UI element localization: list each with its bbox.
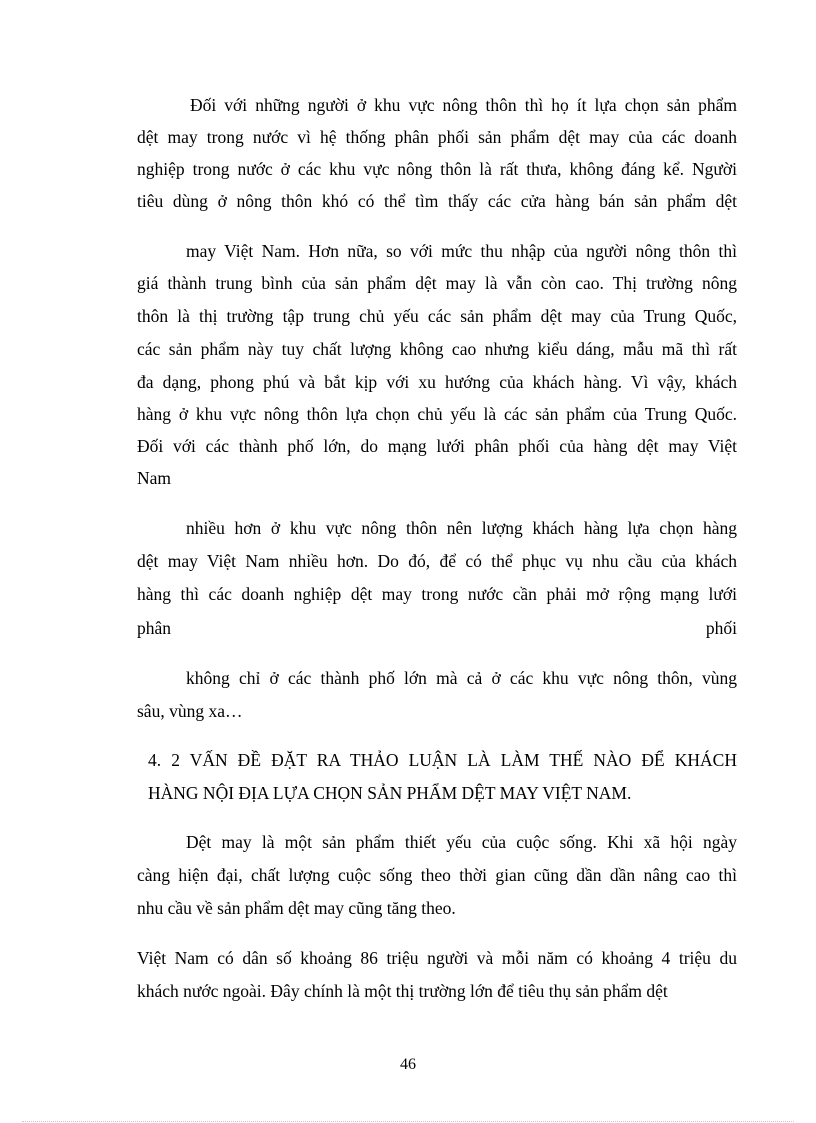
text-line: Đối với các thành phố lớn, do mạng lưới phân phối của hàng dệt may Việt bbox=[137, 436, 737, 456]
heading-line: 4. 2 VẤN ĐỀ ĐẶT RA THẢO LUẬN LÀ LÀM THẾ NÀO ĐỂ KHÁCH bbox=[148, 750, 737, 770]
text-line: hàng ở khu vực nông thôn lựa chọn chủ yếu là các sản phẩm của Trung Quốc. bbox=[137, 404, 737, 424]
text-line: may Việt Nam. Hơn nữa, so với mức thu nhập của người nông thôn thì bbox=[186, 241, 737, 261]
text-line: không chỉ ở các thành phố lớn mà cả ở các khu vực nông thôn, vùng bbox=[186, 668, 737, 688]
heading-line: HÀNG NỘI ĐỊA LỰA CHỌN SẢN PHẨM DỆT MAY VIỆT NAM. bbox=[148, 783, 632, 803]
text-line: nhiều hơn ở khu vực nông thôn nên lượng khách hàng lựa chọn hàng bbox=[186, 518, 737, 538]
text-line: giá thành trung bình của sản phẩm dệt may là vẫn còn cao. Thị trường nông bbox=[137, 273, 737, 293]
text-line: dệt may Việt Nam nhiều hơn. Do đó, để có thể phục vụ nhu cầu của khách bbox=[137, 551, 737, 571]
text-line: nghiệp trong nước ở các khu vực nông thôn là rất thưa, không đáng kể. Người bbox=[137, 159, 737, 179]
page-bottom-divider bbox=[22, 1121, 794, 1122]
text-line: hàng thì các doanh nghiệp dệt may trong nước cần phải mở rộng mạng lưới bbox=[137, 584, 737, 604]
text-line: Nam bbox=[137, 468, 172, 488]
text-line: thôn là thị trường tập trung chủ yếu các sản phẩm dệt may của Trung Quốc, bbox=[137, 306, 737, 326]
text-line: sâu, vùng xa… bbox=[137, 701, 243, 721]
text-line: Đối với những người ở khu vực nông thôn thì họ ít lựa chọn sản phẩm bbox=[190, 95, 737, 115]
text-line: dệt may trong nước vì hệ thống phân phối sản phẩm dệt may của các doanh bbox=[137, 127, 737, 147]
text-line: nhu cầu về sản phẩm dệt may cũng tăng theo. bbox=[137, 898, 456, 918]
text-line: khách nước ngoài. Đây chính là một thị trường lớn để tiêu thụ sản phẩm dệt bbox=[137, 981, 668, 1001]
text-line: tiêu dùng ở nông thôn khó có thể tìm thấy các cửa hàng bán sản phẩm dệt bbox=[137, 191, 737, 211]
page-number: 46 bbox=[400, 1056, 416, 1073]
text-line: phân phối bbox=[137, 618, 737, 638]
text-line: Dệt may là một sản phẩm thiết yếu của cuộc sống. Khi xã hội ngày bbox=[186, 832, 737, 852]
text-line: đa dạng, phong phú và bắt kịp với xu hướng của khách hàng. Vì vậy, khách bbox=[137, 372, 737, 392]
text-line: càng hiện đại, chất lượng cuộc sống theo thời gian cũng dần dần nâng cao thì bbox=[137, 865, 737, 885]
text-line: các sản phẩm này tuy chất lượng không cao nhưng kiểu dáng, mẫu mã thì rất bbox=[137, 339, 737, 359]
text-line: Việt Nam có dân số khoảng 86 triệu người và mỗi năm có khoảng 4 triệu du bbox=[137, 948, 737, 968]
